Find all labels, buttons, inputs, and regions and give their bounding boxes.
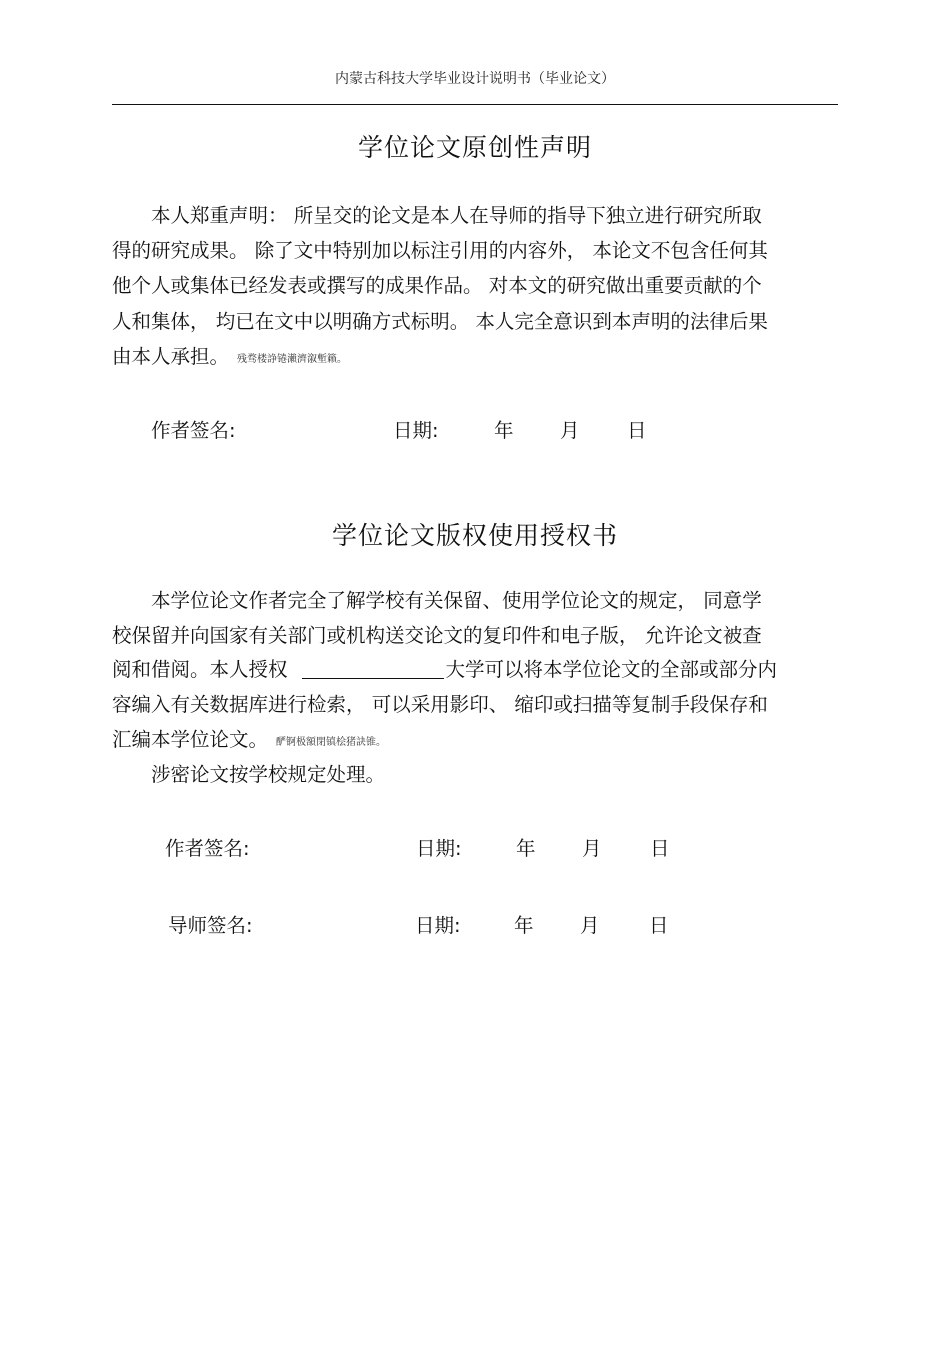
authorization-garble: 酽锕极額閉镇桧猪訣锥。 (276, 737, 387, 748)
authorization-line-5-text: 汇编本学位论文。 (112, 728, 269, 751)
originality-date-label: 日期: (393, 419, 439, 442)
advisor-day-label: 日 (649, 914, 669, 937)
originality-line-3: 他个人或集体已经发表或撰写的成果作品。 对本文的研究做出重要贡献的个 (112, 274, 762, 297)
originality-year-label: 年 (494, 419, 514, 442)
originality-line-5-text: 由本人承担。 (112, 345, 230, 368)
header-rule (112, 104, 838, 105)
advisor-year-label: 年 (514, 914, 534, 937)
authorization-title: 学位论文版权使用授权书 (331, 521, 618, 550)
authorization-line-3-after: 大学可以将本学位论文的全部或部分内 (445, 658, 778, 681)
page-header: 内蒙古科技大学毕业设计说明书（毕业论文） (335, 71, 615, 87)
originality-month-label: 月 (560, 419, 580, 442)
originality-garble: 残骛楼諍锩瀨濟溆塹籟。 (237, 354, 348, 365)
university-name-blank[interactable] (302, 658, 444, 679)
originality-line-4: 人和集体， 均已在文中以明确方式标明。 本人完全意识到本声明的法律后果 (112, 310, 768, 333)
authorization-author-day-label: 日 (650, 837, 670, 860)
authorization-author-signature-label: 作者签名: (165, 837, 250, 860)
authorization-author-year-label: 年 (516, 837, 536, 860)
originality-title: 学位论文原创性声明 (357, 133, 592, 162)
originality-line-2: 得的研究成果。 除了文中特别加以标注引用的内容外， 本论文不包含任何其 (112, 239, 768, 262)
advisor-month-label: 月 (580, 914, 600, 937)
authorization-line-1: 本学位论文作者完全了解学校有关保留、使用学位论文的规定， 同意学 (151, 589, 762, 612)
authorization-line-3 (112, 652, 777, 688)
originality-line-1: 本人郑重声明： 所呈交的论文是本人在导师的指导下独立进行研究所取 (151, 204, 762, 227)
authorization-line-5 (112, 722, 386, 761)
originality-day-label: 日 (627, 419, 647, 442)
authorization-line-4: 容编入有关数据库进行检索， 可以采用影印、 缩印或扫描等复制手段保存和 (112, 693, 768, 716)
authorization-line-2: 校保留并向国家有关部门或机构送交论文的复印件和电子版， 允许论文被查 (112, 624, 762, 647)
advisor-date-label: 日期: (415, 914, 461, 937)
authorization-line-3-before: 阅和借阅。本人授权 (112, 658, 288, 681)
secret-thesis-note: 涉密论文按学校规定处理。 (151, 763, 386, 786)
originality-author-signature-label: 作者签名: (151, 419, 236, 442)
authorization-author-month-label: 月 (582, 837, 602, 860)
authorization-author-date-label: 日期: (416, 837, 462, 860)
originality-line-5 (112, 339, 347, 378)
advisor-signature-label: 导师签名: (168, 914, 253, 937)
